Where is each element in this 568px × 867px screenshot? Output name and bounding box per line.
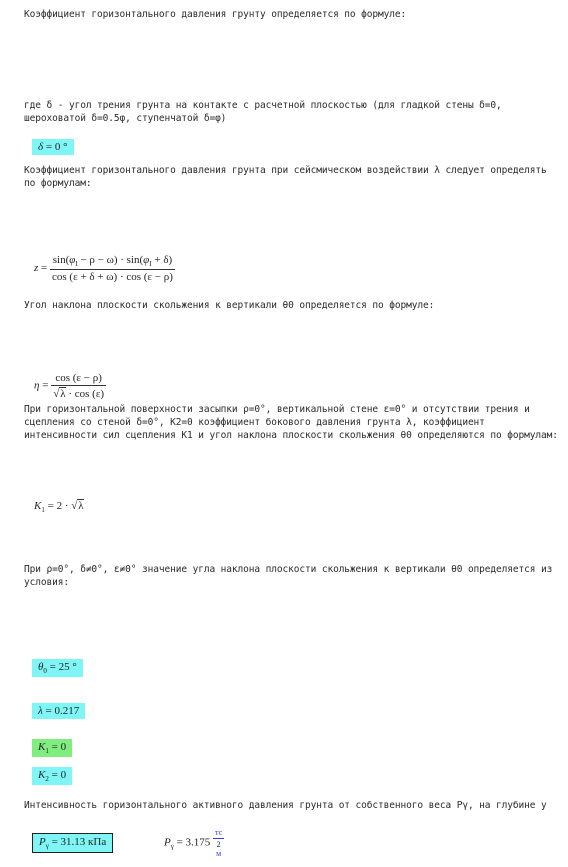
k2v-lhs: K xyxy=(38,769,46,781)
eta-denominator: √λ · cos (ε) xyxy=(53,388,105,400)
phi-b-sub: I xyxy=(149,260,152,269)
z-formula: z = $\frac{\sin(\varphi_I - \rho - \omega) \cdot \sin(\varphi_I + \delta)}{\cos (\varepsilon + \delta + \omega) \cdot \cos (\varepsilon - \rho)}$ xyxy=(34,254,173,284)
k1-root: λ xyxy=(78,500,84,512)
k1-lhs-sub: 1 xyxy=(41,506,45,515)
py-ts-unit xyxy=(213,828,224,858)
seismic-paragraph: Коэффициент горизонтального давления грунта при сейсмическом воздействии λ следует определять по формулам: xyxy=(24,165,553,189)
delta-value-region[interactable]: δ = 0 ° xyxy=(32,139,74,155)
k2v-value: 0 xyxy=(60,769,67,781)
py-lhs: P xyxy=(39,836,46,848)
k1v-sub: 1 xyxy=(45,747,49,756)
theta0-value-region[interactable]: $\theta_0 = 25$ ° xyxy=(32,659,83,677)
k1-formula: $K_1 = 2 \cdot √\lambda$ xyxy=(34,500,84,515)
eta-fraction xyxy=(51,372,106,400)
horizontal-fill-paragraph: При горизонтальной поверхности засыпки ρ=0°, вертикальной стене ε=0° и отсутствии трения и сцепления со стеной δ=0°, K2=0 коэффициент бокового давления грунта λ, коэффициент интенсивности сил сцепления K1 и угол наклона плоскости скольжения θ0 определяются по формулам: xyxy=(24,404,558,441)
eta-den-rest: · cos (ε) xyxy=(65,388,105,400)
unit-denominator xyxy=(213,839,224,858)
py-sub: γ xyxy=(45,842,49,851)
lambda-value: 0.217 xyxy=(54,705,80,717)
k1-lhs: K xyxy=(34,500,42,512)
z-num-f: + δ xyxy=(151,254,169,266)
py-ts-sub: γ xyxy=(170,842,174,851)
sin-b: sin xyxy=(126,254,140,266)
eta-root: λ xyxy=(60,388,66,400)
k1v-value: 0 xyxy=(60,741,67,753)
intro-paragraph: Коэффициент горизонтального давления грунту определяется по формуле: xyxy=(24,9,407,20)
z-numerator: $\sin(\varphi_I - \rho - \omega) \cdot \sin(\varphi_I + \delta)$ xyxy=(50,254,175,270)
z-denominator: cos (ε + δ + ω) · cos (ε − ρ) xyxy=(52,271,173,284)
z-fraction xyxy=(50,254,175,283)
theta-paragraph: Угол наклона плоскости скольжения к вертикали θ0 определяется по формуле: xyxy=(24,300,435,311)
delta-symbol: δ xyxy=(38,141,44,153)
condition-paragraph: При ρ=0°, δ≠0°, ε≠0° значение угла наклона плоскости скольжения к вертикали θ0 определяется из условия: xyxy=(24,564,558,588)
lambda-lhs: λ xyxy=(38,705,43,717)
py-kpa-value: 31.13 кПа xyxy=(60,836,107,848)
py-kpa-result[interactable]: $P_\gamma = 31.13$ кПа xyxy=(32,833,113,853)
py-ts-value: 3.175 xyxy=(185,836,211,849)
k2-value-region[interactable]: $K_2 = 0$ xyxy=(32,767,72,785)
delta-value: 0 ° xyxy=(54,141,68,153)
k2v-sub: 2 xyxy=(45,775,49,784)
theta0-sub: 0 xyxy=(43,667,47,676)
theta0-lhs: θ xyxy=(38,661,44,673)
phi-a-sub: I xyxy=(75,260,78,269)
unit-numerator: тс xyxy=(215,828,223,837)
z-lhs: z xyxy=(34,262,39,275)
theta0-value: 25 ° xyxy=(58,661,77,673)
pressure-paragraph: Интенсивность горизонтального активного давления грунта от собственного веса Pγ, на глубине y xyxy=(24,800,547,811)
py-ts-lhs: P xyxy=(164,836,171,849)
eta-lhs: η xyxy=(34,379,40,392)
eta-numerator: cos (ε − ρ) xyxy=(51,372,106,386)
sin-a: sin xyxy=(52,254,66,266)
unit-den: м xyxy=(216,849,222,858)
k1-value-region[interactable]: $K_1 = 0$ xyxy=(32,739,72,757)
phi-a: φ xyxy=(69,254,76,266)
k1-mid: 2 · xyxy=(56,500,69,512)
phi-b: φ xyxy=(143,254,150,266)
unit-exp: 2 xyxy=(216,840,221,849)
delta-definition-paragraph: где δ - угол трения грунта на контакте с расчетной плоскостью (для гладкой стены δ=0, шероховатой δ=0.5φ, ступенчатой δ=φ) xyxy=(24,100,508,124)
k1v-lhs: K xyxy=(38,741,46,753)
py-ts-result: $P_\gamma = 3.175$ тс 2 м xyxy=(164,828,223,858)
lambda-value-region[interactable]: λ = 0.217 xyxy=(32,703,85,719)
eta-formula: η = $\frac{\cos (\varepsilon - \rho)}{√\lambda \cdot \cos (\varepsilon)}$ xyxy=(34,372,105,400)
z-num-c: − ρ − ω xyxy=(77,254,114,266)
